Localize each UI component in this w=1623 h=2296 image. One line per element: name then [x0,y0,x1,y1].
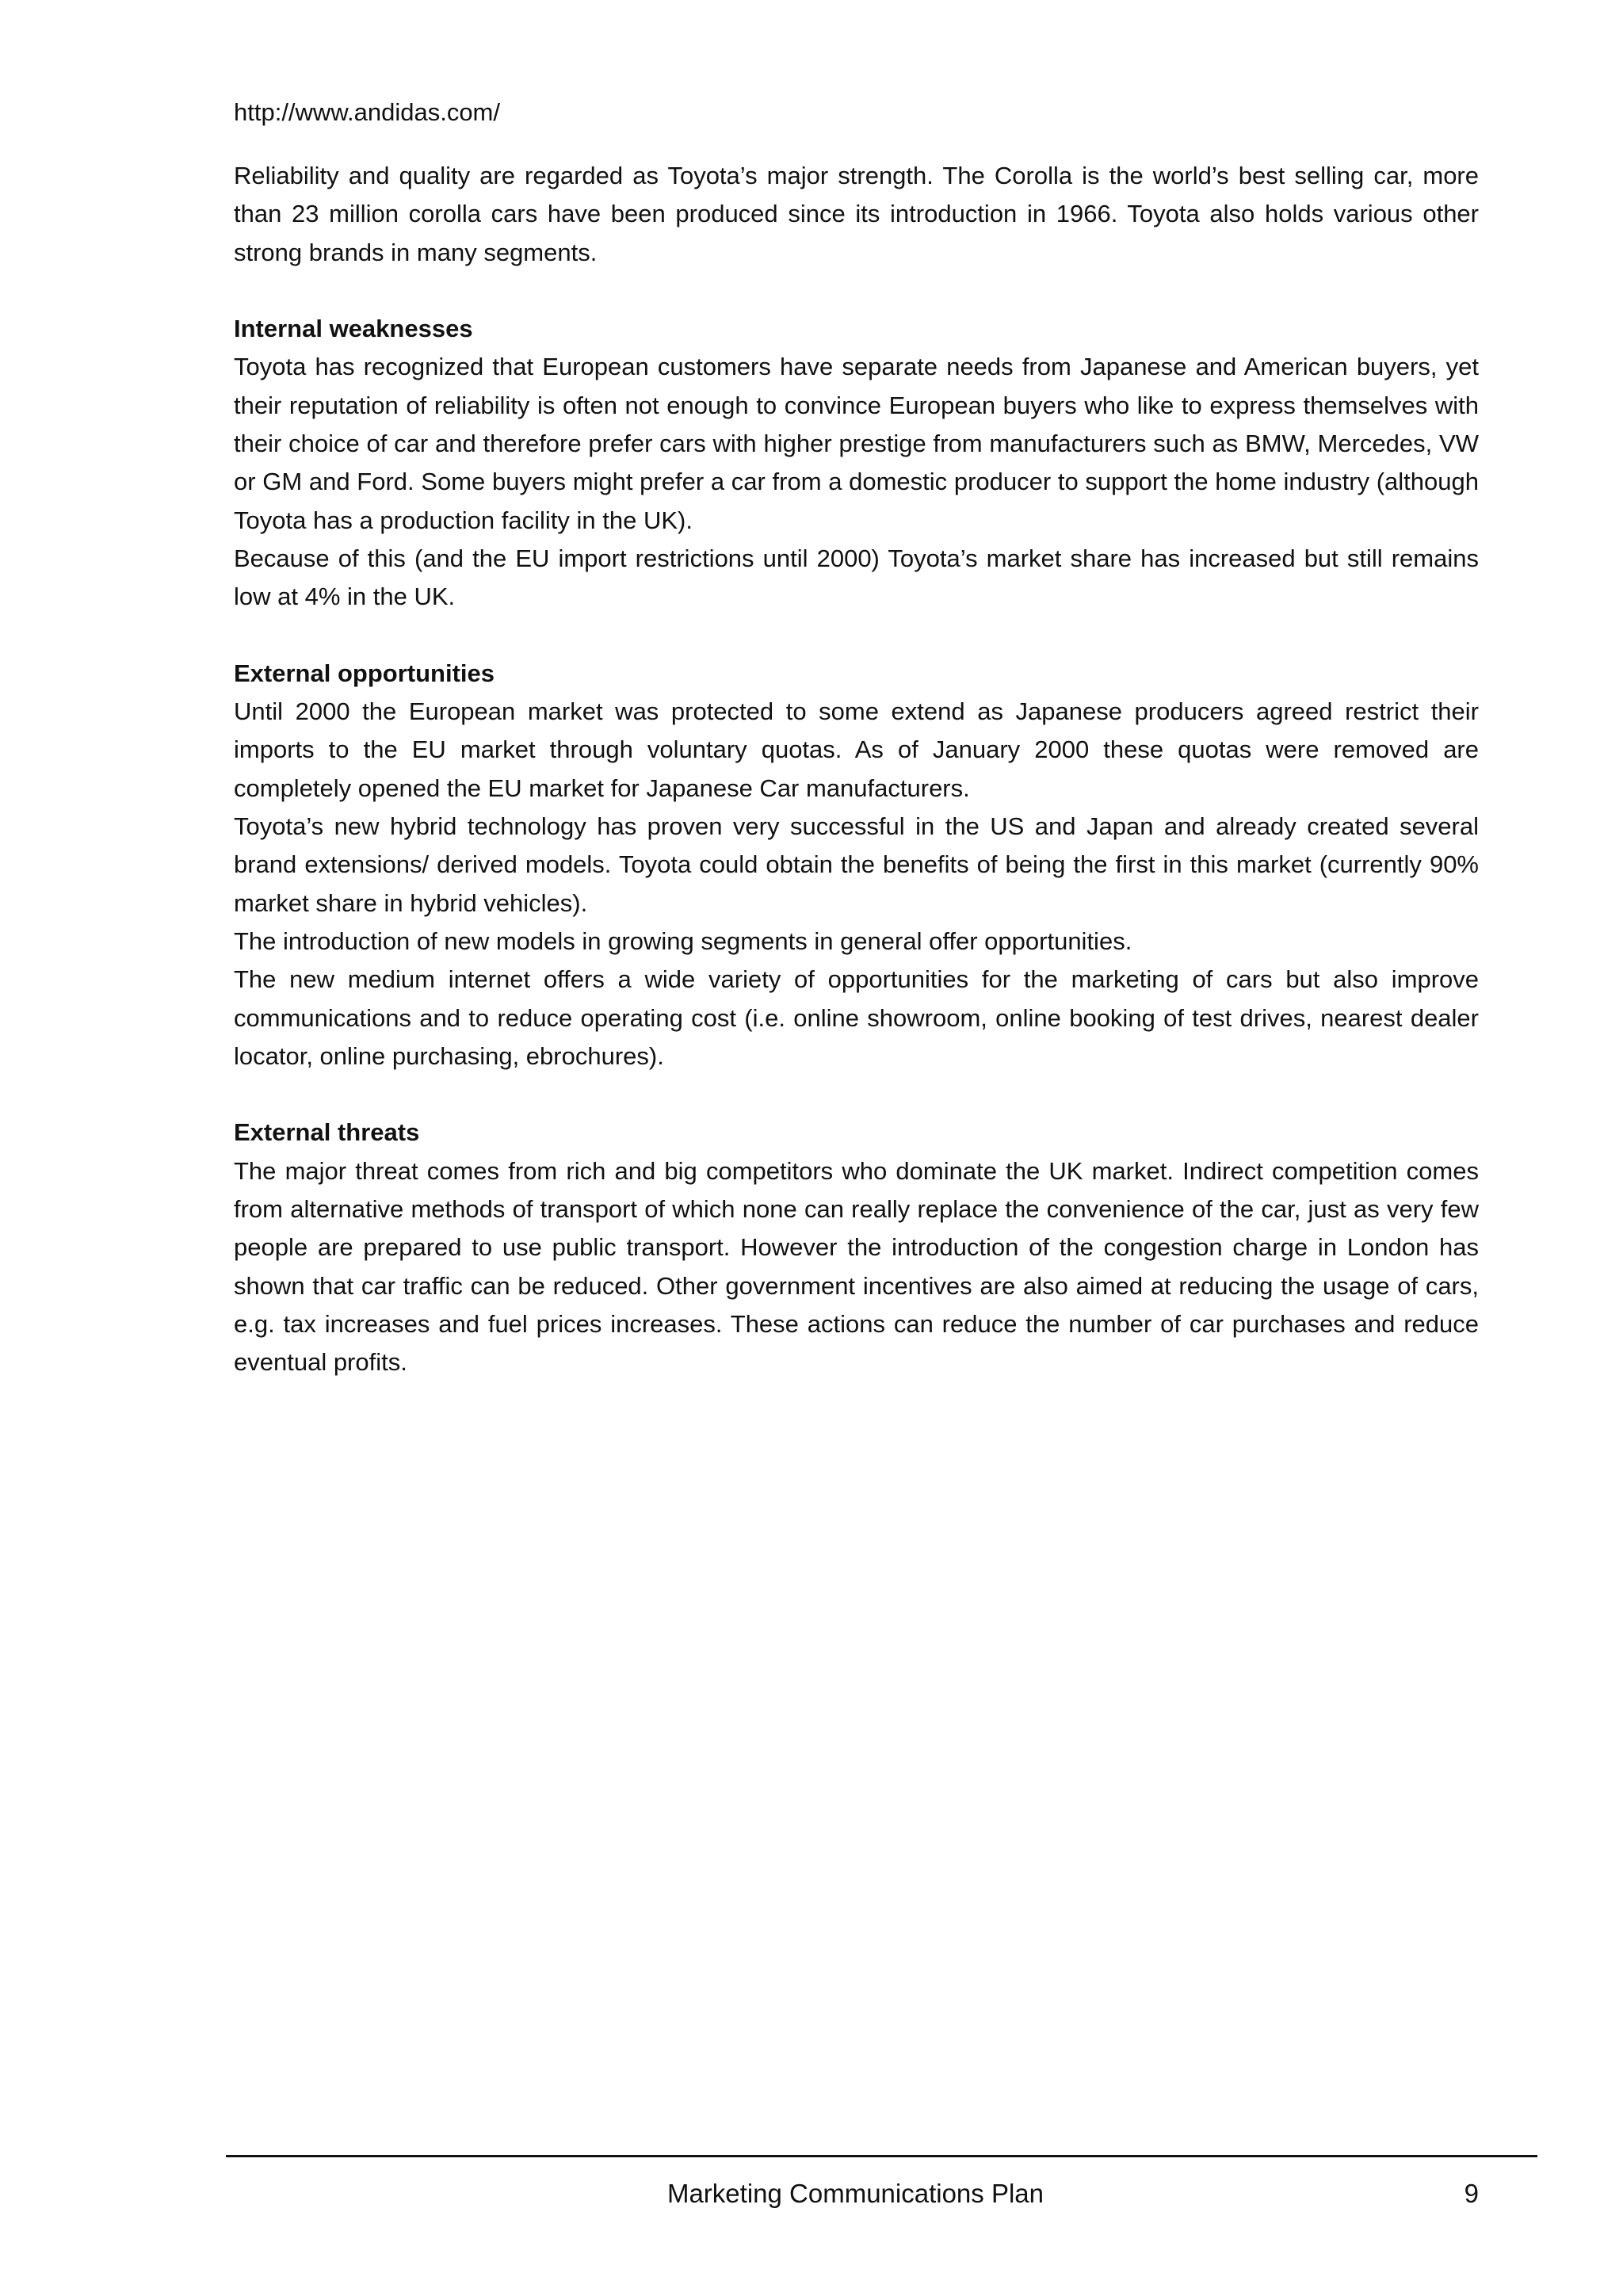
section-heading: External threats [234,1118,420,1147]
section-external-opportunities [234,655,1479,1075]
section-internal-weaknesses [234,310,1479,616]
section-paragraph: The new medium internet offers a wide variety of opportunities for the marketing of cars but also improve communications and to reduce operating cost (i.e. online showroom, online booking of test drives, nearest dealer locator, online purchasing, ebrochures). [234,965,1479,1070]
section-paragraph: Toyota’s new hybrid technology has proven very successful in the US and Japan and already created several brand extensions/ derived models. Toyota could obtain the benefits of being the first in this market (currently 90% market share in hybrid vehicles). [234,812,1479,917]
section-heading: External opportunities [234,659,495,687]
section-paragraph: The major threat comes from rich and big competitors who dominate the UK market. Indirect competition comes from alternative methods of transport of which none can really replace the convenience of the car, just as very few people are prepared to use public transport. However the introduction of the congestion charge in London has shown that car traffic can be reduced. Other government incentives are also aimed at reducing the usage of cars, e.g. tax increases and fuel prices increases. These actions can reduce the number of car purchases and reduce eventual profits. [234,1156,1479,1377]
section-paragraph: Toyota has recognized that European customers have separate needs from Japanese and American buyers, yet their reputation of reliability is often not enough to convince European buyers who like to express themselves with their choice of car and therefore prefer cars with higher prestige from manufacturers such as BMW, Mercedes, VW or GM and Ford. Some buyers might prefer a car from a domestic producer to support the home industry (although Toyota has a production facility in the UK). [234,353,1479,534]
footer-divider [226,2155,1537,2157]
section-heading: Internal weaknesses [234,315,473,343]
footer-title: Marketing Communications Plan [666,2179,1044,2208]
document-body [234,94,1479,1382]
section-paragraph: Because of this (and the EU import restrictions until 2000) Toyota’s market share has increased but still remains low at 4% in the UK. [234,544,1479,611]
section-external-threats [234,1114,1479,1381]
source-url[interactable]: http://www.andidas.com/ [234,98,500,126]
page-number: 9 [1464,2179,1479,2208]
intro-paragraph: Reliability and quality are regarded as Toyota’s major strength. The Corolla is the world’s best selling car, more than 23 million corolla cars have been produced since its introduction in 1966. Toyota also holds various other strong brands in many segments. [234,162,1479,266]
section-paragraph: Until 2000 the European market was protected to some extend as Japanese producers agreed restrict their imports to the EU market through voluntary quotas. As of January 2000 these quotas were removed are completely opened the EU market for Japanese Car manufacturers. [234,697,1479,802]
section-paragraph: The introduction of new models in growing segments in general offer opportunities. [234,926,1132,955]
